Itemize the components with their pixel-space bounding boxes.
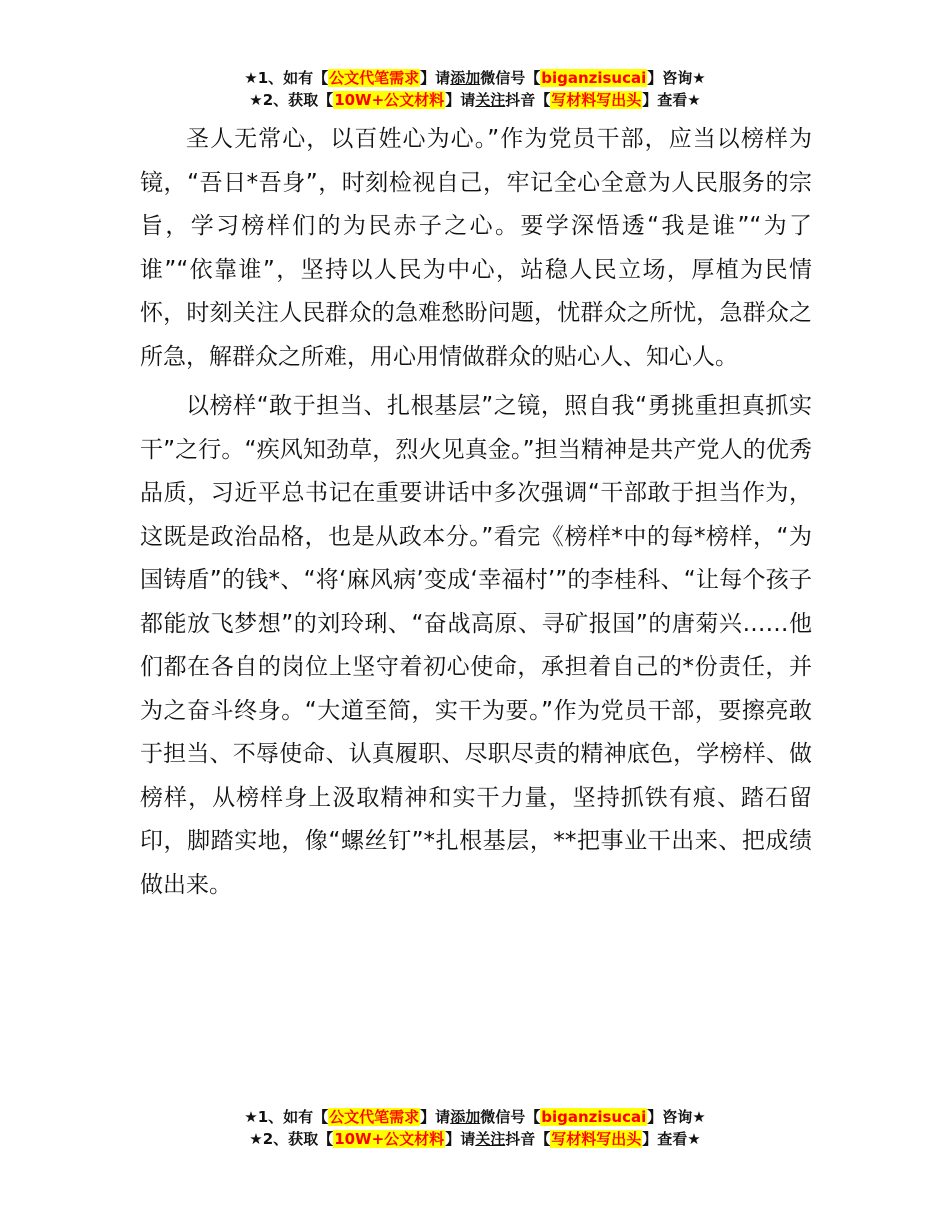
footer-banner-line-1 [0, 1106, 950, 1128]
footer-line-2-highlight-2: 写材料写出头 [551, 1130, 642, 1148]
banner-line-1-suffix: 】咨询★ [647, 69, 706, 87]
banner-line-1-highlight-1: 公文代笔需求 [329, 69, 420, 87]
banner-line-1-highlight-2: biganzisucai [541, 69, 647, 87]
footer-line-2-highlight-1: 10W+公文材料 [334, 1130, 445, 1148]
footer-line-2-emph: 关注 [475, 1130, 506, 1148]
banner-line-2-suffix: 】查看★ [642, 91, 701, 109]
footer-line-2-prefix: ★2、获取【 [249, 1130, 334, 1148]
article-paragraph-1: 圣人无常心，以百姓心为心。”作为党员干部，应当以榜样为镜，“吾日*吾身”，时刻检视自己，牢记全心全意为人民服务的宗旨，学习榜样们的为民赤子之心。要学深悟透“我是谁”“为了谁”“依靠谁”，坚持以人民为中心，站稳人民立场，厚植为民情怀，时刻关注人民群众的急难愁盼问题，忧群众之所忧，急群众之所急，解群众之所难，用心用情做群众的贴心人、知心人。 [140, 126, 812, 370]
banner-line-1-prefix: ★1、如有【 [244, 69, 329, 87]
banner-line-1 [0, 67, 950, 89]
footer-line-1-suffix: 】咨询★ [647, 1108, 706, 1126]
footer-line-2-mid-2: 抖音【 [505, 1130, 551, 1148]
banner-line-2-mid-2: 抖音【 [505, 91, 551, 109]
footer-banner-line-2 [0, 1128, 950, 1150]
banner-line-2-mid-1: 】请 [445, 91, 476, 109]
banner-line-1-mid-1: 】请 [420, 69, 451, 87]
banner-line-1-emph: 添加 [450, 69, 481, 87]
banner-line-2-prefix: ★2、获取【 [249, 91, 334, 109]
footer-line-1-emph: 添加 [450, 1108, 481, 1126]
banner-line-2-highlight-2: 写材料写出头 [551, 91, 642, 109]
footer-line-1-mid-1: 】请 [420, 1108, 451, 1126]
article-body [140, 118, 812, 907]
banner-line-2-highlight-1: 10W+公文材料 [334, 91, 445, 109]
banner-line-2-emph: 关注 [475, 91, 506, 109]
banner-line-2 [0, 89, 950, 111]
article-paragraph-2: 以榜样“敢于担当、扎根基层”之镜，照自我“勇挑重担真抓实干”之行。“疾风知劲草，烈火见真金。”担当精神是共产党人的优秀品质，习近平总书记在重要讲话中多次强调“干部敢于担当作为，这既是政治品格，也是从政本分。”看完《榜样*中的每*榜样，“为国铸盾”的钱*、“将‘麻风病’变成‘幸福村’”的李桂科、“让每个孩子都能放飞梦想”的刘玲琍、“奋战高原、寻矿报国”的唐菊兴……他们都在各自的岗位上坚守着初心使命，承担着自己的*份责任，并为之奋斗终身。“大道至简，实干为要。”作为党员干部，要擦亮敢于担当、不辱使命、认真履职、尽职尽责的精神底色，学榜样、做榜样，从榜样身上汲取精神和实干力量，坚持抓铁有痕、踏石留印，脚踏实地，像“螺丝钉”*扎根基层，**把事业干出来、把成绩做出来。 [140, 393, 812, 898]
footer-line-1-highlight-1: 公文代笔需求 [329, 1108, 420, 1126]
footer-line-2-suffix: 】查看★ [642, 1130, 701, 1148]
footer-line-2-mid-1: 】请 [445, 1130, 476, 1148]
footer-line-1-highlight-2: biganzisucai [541, 1108, 647, 1126]
banner-line-1-mid-2: 微信号【 [480, 69, 541, 87]
footer-line-1-prefix: ★1、如有【 [244, 1108, 329, 1126]
footer-banner [0, 1106, 950, 1150]
header-banner [0, 67, 950, 111]
footer-line-1-mid-2: 微信号【 [480, 1108, 541, 1126]
